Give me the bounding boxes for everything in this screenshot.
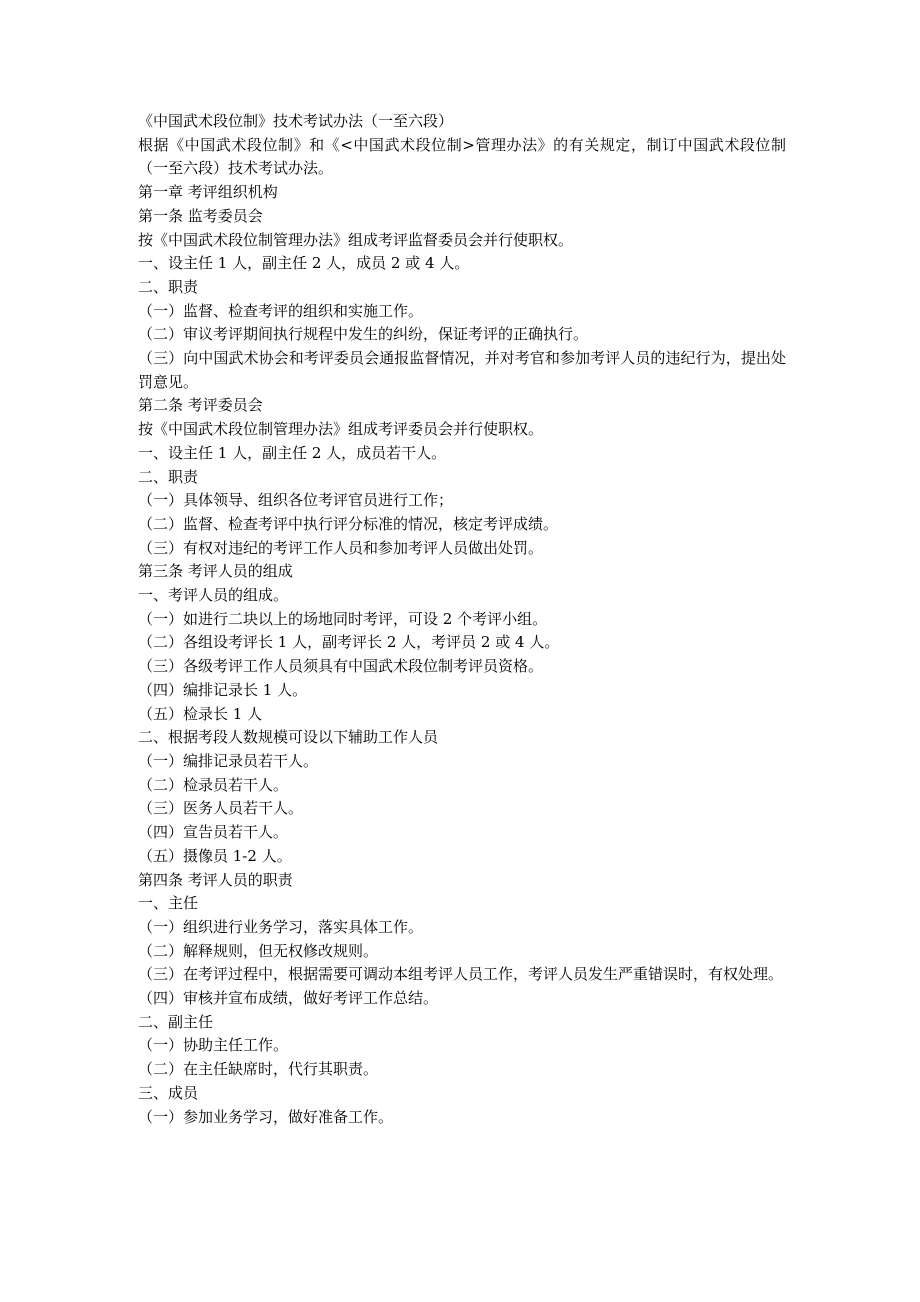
text-line: 按《中国武术段位制管理办法》组成考评监督委员会并行使职权。 (138, 230, 574, 249)
text-line: （二）在主任缺席时，代行其职责。 (138, 1060, 379, 1079)
text-line: （二）各组设考评长 1 人，副考评长 2 人，考评员 2 或 4 人。 (138, 633, 560, 652)
article-heading: 第二条 考评委员会 (138, 396, 263, 415)
text-line: 三、成员 (138, 1083, 199, 1102)
text-line: 二、职责 (138, 467, 199, 486)
text-line: （三）在考评过程中，根据需要可调动本组考评人员工作，考评人员发生严重错误时，有权处理。 (138, 965, 784, 984)
text-line: （三）有权对违纪的考评工作人员和参加考评人员做出处罚。 (138, 538, 544, 557)
article-heading: 第四条 考评人员的职责 (138, 870, 293, 889)
text-line: （三）各级考评工作人员须具有中国武术段位制考评员资格。 (138, 657, 544, 676)
text-line: 二、职责 (138, 277, 199, 296)
text-line: （一）监督、检查考评的组织和实施工作。 (138, 301, 424, 320)
document-body (138, 110, 786, 1129)
text-line: （二）检录员若干人。 (138, 775, 289, 794)
text-line: （一）编排记录员若干人。 (138, 751, 319, 770)
text-line: 一、设主任 1 人，副主任 2 人，成员 2 或 4 人。 (138, 254, 470, 273)
text-line: （一）如进行二块以上的场地同时考评，可设 2 个考评小组。 (138, 609, 548, 628)
intro-paragraph: 根据《中国武术段位制》和《<中国武术段位制>管理办法》的有关规定，制订中国武术段位制（一至六段）技术考试办法。 (138, 135, 786, 178)
text-line: 一、设主任 1 人，副主任 2 人，成员若干人。 (138, 443, 447, 462)
text-line: （四）审核并宣布成绩，做好考评工作总结。 (138, 989, 439, 1008)
text-line: （二）监督、检查考评中执行评分标准的情况，核定考评成绩。 (138, 514, 559, 533)
text-line: （二）审议考评期间执行规程中发生的纠纷，保证考评的正确执行。 (138, 325, 589, 344)
text-line: （三）医务人员若干人。 (138, 799, 304, 818)
text-line: 二、根据考段人数规模可设以下辅助工作人员 (138, 728, 439, 747)
article-heading: 第一条 监考委员会 (138, 206, 263, 225)
text-line: 一、考评人员的组成。 (138, 586, 289, 605)
text-line: 一、主任 (138, 894, 199, 913)
text-line: 按《中国武术段位制管理办法》组成考评委员会并行使职权。 (138, 420, 544, 439)
text-line: 二、副主任 (138, 1012, 214, 1031)
text-line: （五）摄像员 1-2 人。 (138, 846, 292, 865)
text-line: （四）宣告员若干人。 (138, 823, 289, 842)
article-heading: 第三条 考评人员的组成 (138, 562, 293, 581)
document-title: 《中国武术段位制》技术考试办法（一至六段） (138, 112, 454, 130)
text-line: （四）编排记录长 1 人。 (138, 680, 308, 699)
text-line: （一）具体领导、组织各位考评官员进行工作； (138, 491, 454, 510)
text-line: （一）参加业务学习，做好准备工作。 (138, 1107, 394, 1126)
text-line: （二）解释规则，但无权修改规则。 (138, 941, 379, 960)
text-line: （一）协助主任工作。 (138, 1036, 289, 1055)
text-line: （一）组织进行业务学习，落实具体工作。 (138, 917, 424, 936)
text-line: （五）检录长 1 人 (138, 704, 263, 723)
chapter-heading: 第一章 考评组织机构 (138, 183, 278, 202)
text-line: （三）向中国武术协会和考评委员会通报监督情况，并对考官和参加考评人员的违纪行为，提出处罚意见。 (138, 349, 786, 391)
